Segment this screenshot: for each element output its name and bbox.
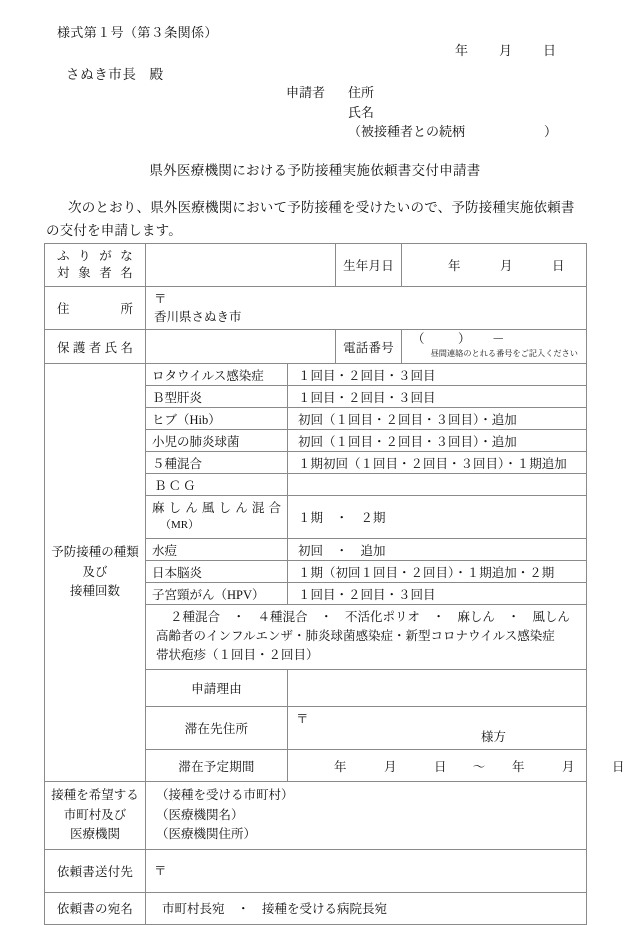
vaccine-section-label-line1: 予防接種の種類 xyxy=(51,545,139,560)
letter-addressee-value[interactable]: 市町村長宛 ・ 接種を受ける病院長宛 xyxy=(146,892,587,924)
reason-label: 申請理由 xyxy=(146,670,288,707)
vaccine-name-8: 日本脳炎 xyxy=(146,561,288,583)
address-label: 住所 xyxy=(45,287,146,330)
vaccine-doses-0[interactable]: １回目・２回目・３回目 xyxy=(288,364,587,386)
applicant-address-row xyxy=(286,83,557,103)
other-vaccines-line-1: ２種混合 ・ ４種混合 ・ 不活化ポリオ ・ 麻しん ・ 風しん xyxy=(170,610,570,624)
vaccine-name-1: Ｂ型肝炎 xyxy=(146,386,288,408)
vaccine-doses-2[interactable]: 初回（１回目・２回目・３回目）・追加 xyxy=(288,408,587,430)
vaccine-name-6-line2: （MR） xyxy=(160,519,200,531)
letter-addressee-label: 依頼書の宛名 xyxy=(45,892,146,924)
reason-input[interactable] xyxy=(288,670,587,707)
birthdate-month: 月 xyxy=(500,259,513,273)
vaccine-section-label-line3: 接種回数 xyxy=(69,584,120,599)
vaccine-doses-9[interactable]: １回目・２回目・３回目 xyxy=(288,583,587,605)
vaccine-doses-5[interactable] xyxy=(288,474,587,496)
guardian-label: 保護者氏名 xyxy=(45,330,146,364)
vaccine-name-7: 水痘 xyxy=(146,539,288,561)
table-row-letter-addressee xyxy=(45,892,587,924)
intro-line-2: の交付を申請します。 xyxy=(46,223,182,238)
facility-value-line2: （医療機関名） xyxy=(156,807,244,822)
vaccine-name-9: 子宮頸がん（HPV） xyxy=(146,583,288,605)
subject-name-label-cell xyxy=(45,244,146,287)
other-vaccines-line-3: 帯状疱疹（１回目・２回目） xyxy=(156,648,319,662)
intro-paragraph xyxy=(46,196,586,242)
stay-address-input[interactable] xyxy=(288,707,587,750)
vaccine-doses-7[interactable]: 初回 ・ 追加 xyxy=(288,539,587,561)
vaccine-name-5: ＢＣＧ xyxy=(146,474,288,496)
header-date-month: 月 xyxy=(499,43,513,58)
phone-dash: － xyxy=(492,332,505,346)
vaccine-section-label xyxy=(45,364,146,782)
table-row-facility xyxy=(45,782,587,850)
stay-to-month: 月 xyxy=(562,759,575,774)
stay-to-day: 日 xyxy=(612,759,625,774)
table-row-address xyxy=(45,287,587,330)
birthdate-year: 年 xyxy=(448,259,461,273)
addressee-honorific: 殿 xyxy=(149,67,164,82)
vaccine-name-6-line1: 麻しん風しん混合 xyxy=(152,501,281,515)
stay-address-sama: 様方 xyxy=(480,730,506,744)
phone-paren-close: ） xyxy=(458,332,471,346)
vaccine-doses-8[interactable]: １期（初回１回目・２回目）・１期追加・２期 xyxy=(288,561,587,583)
send-to-postal-mark-icon: 〒 xyxy=(154,863,167,878)
stay-period-tilde: ～ xyxy=(472,759,486,774)
stay-from-year: 年 xyxy=(334,759,347,774)
birthdate-input[interactable] xyxy=(402,244,587,287)
vaccine-name-0: ロタウイルス感染症 xyxy=(146,364,288,386)
applicant-name-label: 氏名 xyxy=(348,104,375,120)
applicant-relation-label: （被接種者との続柄 xyxy=(348,124,466,139)
other-vaccines-line-2: 高齢者のインフルエンザ・肺炎球菌感染症・新型コロナウイルス感染症 xyxy=(156,629,555,643)
vaccine-doses-6[interactable]: １期 ・ ２期 xyxy=(288,496,587,539)
table-row-vaccine-0 xyxy=(45,364,587,386)
header-date-day: 日 xyxy=(543,43,557,58)
facility-label-line2: 市町村及び xyxy=(63,807,127,822)
vaccine-doses-1[interactable]: １回目・２回目・３回目 xyxy=(288,386,587,408)
header-date-year: 年 xyxy=(455,43,469,58)
applicant-block xyxy=(286,83,557,142)
table-row-subject xyxy=(45,244,587,287)
table-row-guardian xyxy=(45,330,587,364)
birthdate-day: 日 xyxy=(552,259,565,273)
phone-input[interactable] xyxy=(402,330,587,364)
applicant-address-label: 住所 xyxy=(348,85,375,100)
subject-name-label: 対象者名 xyxy=(57,266,133,280)
facility-input[interactable] xyxy=(146,782,587,850)
vaccine-name-6 xyxy=(146,496,288,539)
applicant-relation-close: ） xyxy=(544,124,558,139)
send-to-input[interactable] xyxy=(146,849,587,892)
applicant-label: 申請者 xyxy=(286,85,326,100)
facility-value-line1: （接種を受ける市町村） xyxy=(156,788,294,802)
addressee xyxy=(66,63,164,83)
vaccine-name-4: ５種混合 xyxy=(146,452,288,474)
stay-period-label: 滞在予定期間 xyxy=(146,750,288,782)
stay-from-day: 日 xyxy=(434,759,447,774)
stay-period-input[interactable] xyxy=(288,750,625,782)
vaccine-name-3: 小児の肺炎球菌 xyxy=(146,430,288,452)
birthdate-label: 生年月日 xyxy=(336,244,402,287)
header-date-line xyxy=(455,40,556,59)
furigana-label: ふりがな xyxy=(57,249,133,263)
applicant-name-row xyxy=(286,103,557,123)
phone-format xyxy=(412,332,580,346)
applicant-relation-row xyxy=(286,122,557,142)
stay-postal-mark-icon: 〒 xyxy=(296,712,309,726)
addressee-name: さぬき市長 xyxy=(66,67,137,82)
phone-label: 電話番号 xyxy=(336,330,402,364)
address-input[interactable] xyxy=(146,287,587,330)
intro-line-1: 次のとおり、県外医療機関において予防接種を受けたいので、予防接種実施依頼書 xyxy=(68,200,575,215)
vaccine-doses-4[interactable]: １期初回（１回目・２回目・３回目）・１期追加 xyxy=(288,452,587,474)
vaccine-section-label-line2: 及び xyxy=(82,564,108,579)
application-form-table xyxy=(44,243,625,925)
facility-label xyxy=(45,782,146,850)
phone-paren-open: （ xyxy=(412,332,425,346)
stay-from-month: 月 xyxy=(384,759,397,774)
address-prefill: 香川県さぬき市 xyxy=(154,310,242,324)
table-row-send-to xyxy=(45,849,587,892)
facility-value-line3: （医療機関住所） xyxy=(156,827,257,841)
vaccine-name-2: ヒブ（Hib） xyxy=(146,408,288,430)
form-number: 様式第１号（第３条関係） xyxy=(57,25,218,40)
facility-label-line1: 接種を希望する xyxy=(51,788,139,802)
other-vaccines-cell[interactable] xyxy=(146,605,587,670)
facility-label-line3: 医療機関 xyxy=(69,827,120,841)
subject-name-input[interactable] xyxy=(146,244,336,287)
page-title: 県外医療機関における予防接種実施依頼書交付申請書 xyxy=(149,163,481,178)
guardian-name-input[interactable] xyxy=(146,330,336,364)
send-to-label: 依頼書送付先 xyxy=(45,849,146,892)
vaccine-doses-3[interactable]: 初回（１回目・２回目・３回目）・追加 xyxy=(288,430,587,452)
phone-note: 昼間連絡のとれる番号をご記入ください xyxy=(430,349,578,358)
stay-address-label: 滞在先住所 xyxy=(146,707,288,750)
stay-to-year: 年 xyxy=(512,759,525,774)
postal-mark-icon: 〒 xyxy=(154,292,167,306)
